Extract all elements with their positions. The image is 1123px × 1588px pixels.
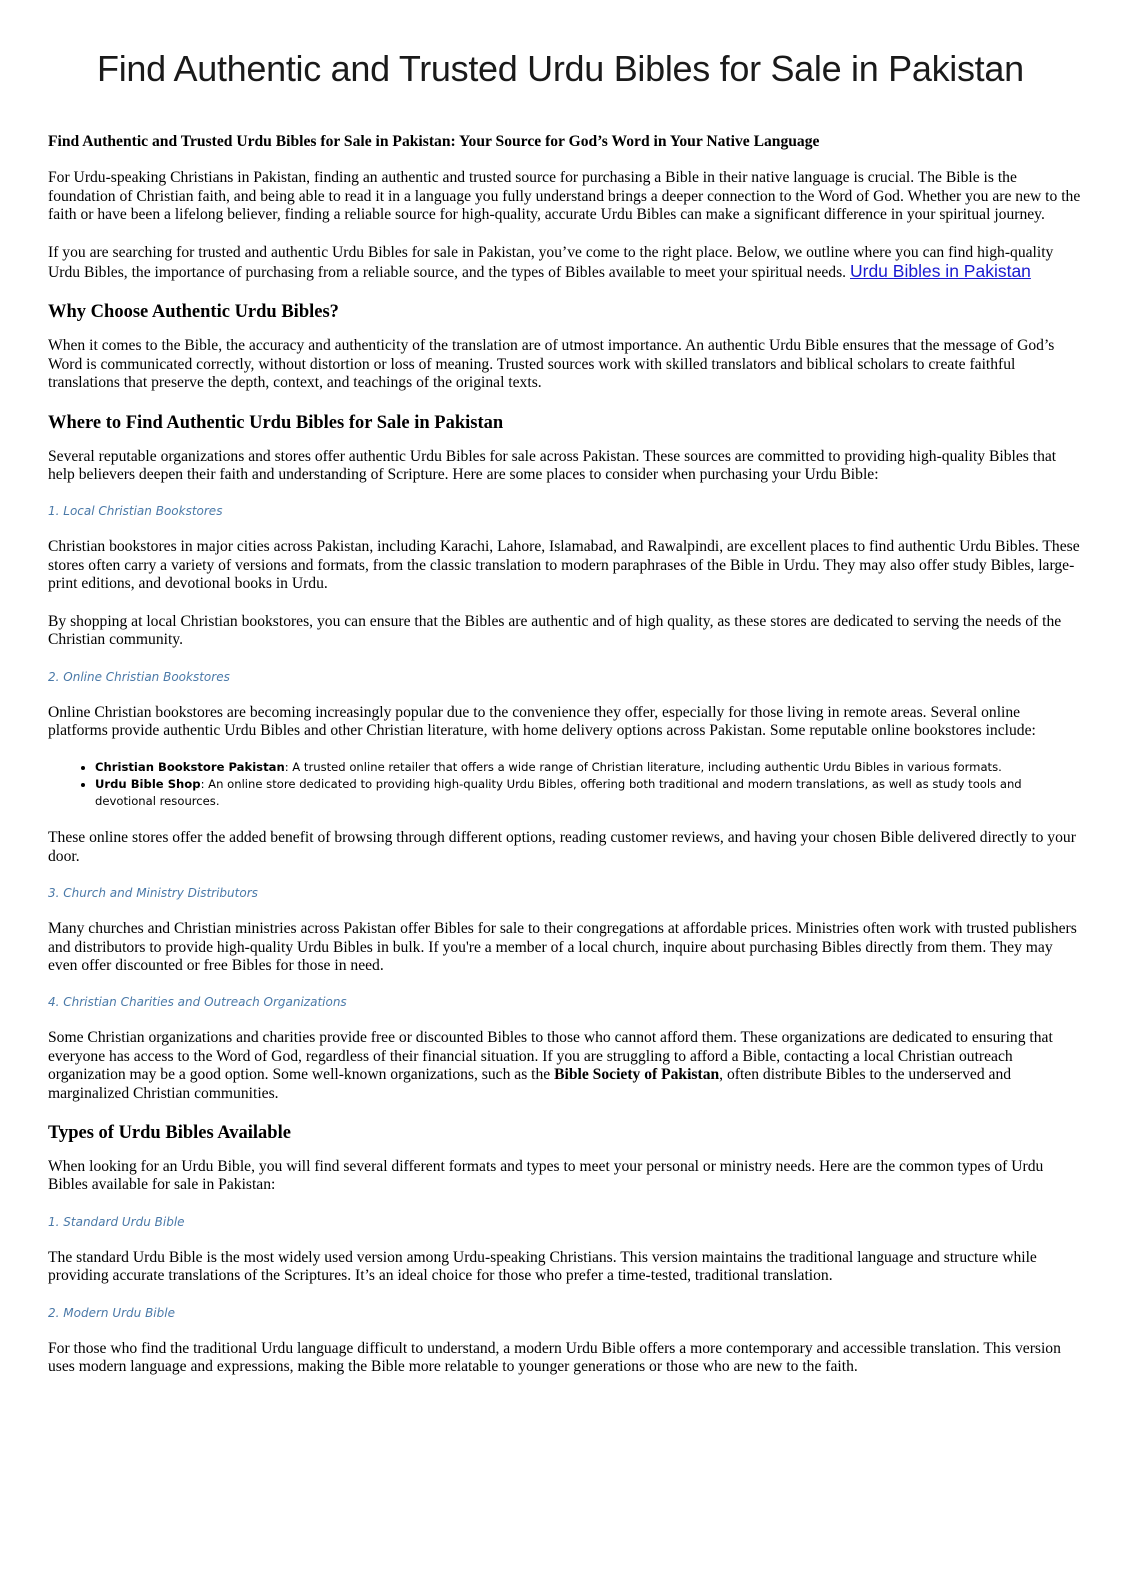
section-heading-why: Why Choose Authentic Urdu Bibles? bbox=[48, 302, 339, 323]
subheading-local-bookstores: 1. Local Christian Bookstores bbox=[48, 504, 223, 519]
subheading-modern-bible: 2. Modern Urdu Bible bbox=[48, 1305, 175, 1320]
subheading-church-distributors: 3. Church and Ministry Distributors bbox=[48, 886, 258, 901]
subheading-charities: 4. Christian Charities and Outreach Organizations bbox=[48, 995, 347, 1010]
urdu-bibles-link[interactable]: Urdu Bibles in Pakistan bbox=[849, 261, 1031, 282]
subheading-standard-bible: 1. Standard Urdu Bible bbox=[48, 1214, 185, 1229]
store-description: : A trusted online retailer that offers a wide range of Christian literature, including authentic Urdu Bibles in various formats. bbox=[284, 760, 1002, 775]
subheading-online-bookstores: 2. Online Christian Bookstores bbox=[48, 669, 230, 684]
bible-society-name: Bible Society of Pakistan bbox=[554, 1066, 720, 1084]
section-heading-where: Where to Find Authentic Urdu Bibles for Sale in Pakistan bbox=[48, 412, 504, 433]
article-body bbox=[48, 133, 1081, 1395]
standard-bible-paragraph: The standard Urdu Bible is the most widely used version among Urdu-speaking Christians. This version maintains the traditional language and structure while providing accurate translations of the Scriptures. It’s an ideal choice for those who prefer a time-tested, traditional translation. bbox=[48, 1248, 1037, 1285]
types-paragraph: When looking for an Urdu Bible, you will find several different formats and types to meet your personal or ministry needs. Here are the common types of Urdu Bibles available for sale in Pakistan: bbox=[48, 1157, 1044, 1194]
intro-paragraph-1: For Urdu-speaking Christians in Pakistan, finding an authentic and trusted source for purchasing a Bible in their native language is crucial. The Bible is the foundation of Christian faith, and being able to read it in a language you fully understand brings a deeper connection to the Word of God. Whether you are new to the faith or have been a lifelong believer, finding a reliable source for high-quality, accurate Urdu Bibles can make a significant difference in your spiritual journey. bbox=[48, 169, 1081, 224]
charities-text-end: , often distribute Bibles to the underserved and marginalized Christian communities. bbox=[48, 1066, 1012, 1102]
store-name: Urdu Bible Shop bbox=[95, 777, 201, 792]
charities-paragraph bbox=[48, 1029, 1081, 1103]
modern-bible-paragraph: For those who find the traditional Urdu language difficult to understand, a modern Urdu Bible offers a more contemporary and accessible translation. This version uses modern language and expressions, making the Bible more relatable to younger generations or those who are new to the faith. bbox=[48, 1339, 1061, 1375]
store-name: Christian Bookstore Pakistan bbox=[95, 760, 285, 775]
list-item bbox=[95, 759, 1081, 776]
intro-paragraph-2 bbox=[48, 244, 1081, 283]
local-bookstores-paragraph-2: By shopping at local Christian bookstores, you can ensure that the Bibles are authentic and of high quality, as these stores are dedicated to serving the needs of the Christian community. bbox=[48, 612, 1062, 649]
store-description: : An online store dedicated to providing high-quality Urdu Bibles, offering both traditional and modern translations, as well as study tools and devotional resources. bbox=[95, 777, 1022, 809]
online-bookstores-paragraph-1: Online Christian bookstores are becoming increasingly popular due to the convenience they offer, especially for those living in remote areas. Several online platforms provide authentic Urdu Bibles and other Christian literature, with home delivery options across Pakistan. Some reputable online bookstores include: bbox=[48, 703, 1036, 739]
local-bookstores-paragraph-1: Christian bookstores in major cities across Pakistan, including Karachi, Lahore, Islamabad, and Rawalpindi, are excellent places to find authentic Urdu Bibles. These stores often carry a variety of versions and formats, from the classic translation to modern paraphrases of the Bible in Urdu. They may also offer study Bibles, large-print editions, and devotional books in Urdu. bbox=[48, 538, 1080, 593]
page-title: Find Authentic and Trusted Urdu Bibles for Sale in Pakistan bbox=[97, 48, 1024, 89]
where-paragraph: Several reputable organizations and stores offer authentic Urdu Bibles for sale across Pakistan. These sources are committed to providing high-quality Bibles that help believers deepen their faith and understanding of Scripture. Here are some places to consider when purchasing your Urdu Bible: bbox=[48, 447, 1057, 484]
online-stores-list bbox=[48, 759, 1081, 810]
lead-heading: Find Authentic and Trusted Urdu Bibles for Sale in Pakistan: Your Source for God’s Word in Your Native Language bbox=[48, 133, 820, 150]
section-heading-types: Types of Urdu Bibles Available bbox=[48, 1122, 291, 1143]
online-bookstores-paragraph-2: These online stores offer the added benefit of browsing through different options, reading customer reviews, and having your chosen Bible delivered directly to your door. bbox=[48, 829, 1076, 865]
church-distributors-paragraph: Many churches and Christian ministries across Pakistan offer Bibles for sale to their congregations at affordable prices. Ministries often work with trusted publishers and distributors to provide high-quality Urdu Bibles in bulk. If you're a member of a local church, inquire about purchasing Bibles directly from them. They may even offer discounted or free Bibles for those in need. bbox=[48, 920, 1077, 974]
intro-paragraph-2-text: If you are searching for trusted and authentic Urdu Bibles for sale in Pakistan, you’ve come to the right place. Below, we outline where you can find high-quality Urdu Bibles, the importance of purchasing from a reliable source, and the types of Bibles available to meet your spiritual needs. bbox=[48, 243, 1054, 282]
why-paragraph: When it comes to the Bible, the accuracy and authenticity of the translation are of utmost importance. An authentic Urdu Bible ensures that the message of God’s Word is communicated correctly, without distortion or loss of meaning. Trusted sources work with skilled translators and biblical scholars to create faithful translations that preserve the depth, context, and teachings of the original texts. bbox=[48, 337, 1055, 392]
list-item bbox=[95, 776, 1081, 810]
charities-text-start: Some Christian organizations and charities provide free or discounted Bibles to those who cannot afford them. These organizations are dedicated to ensuring that everyone has access to the Word of God, regardless of their financial situation. If you are struggling to afford a Bible, contacting a local Christian outreach organization may be a good option. Some well-known organizations, such as the bbox=[48, 1029, 1053, 1084]
